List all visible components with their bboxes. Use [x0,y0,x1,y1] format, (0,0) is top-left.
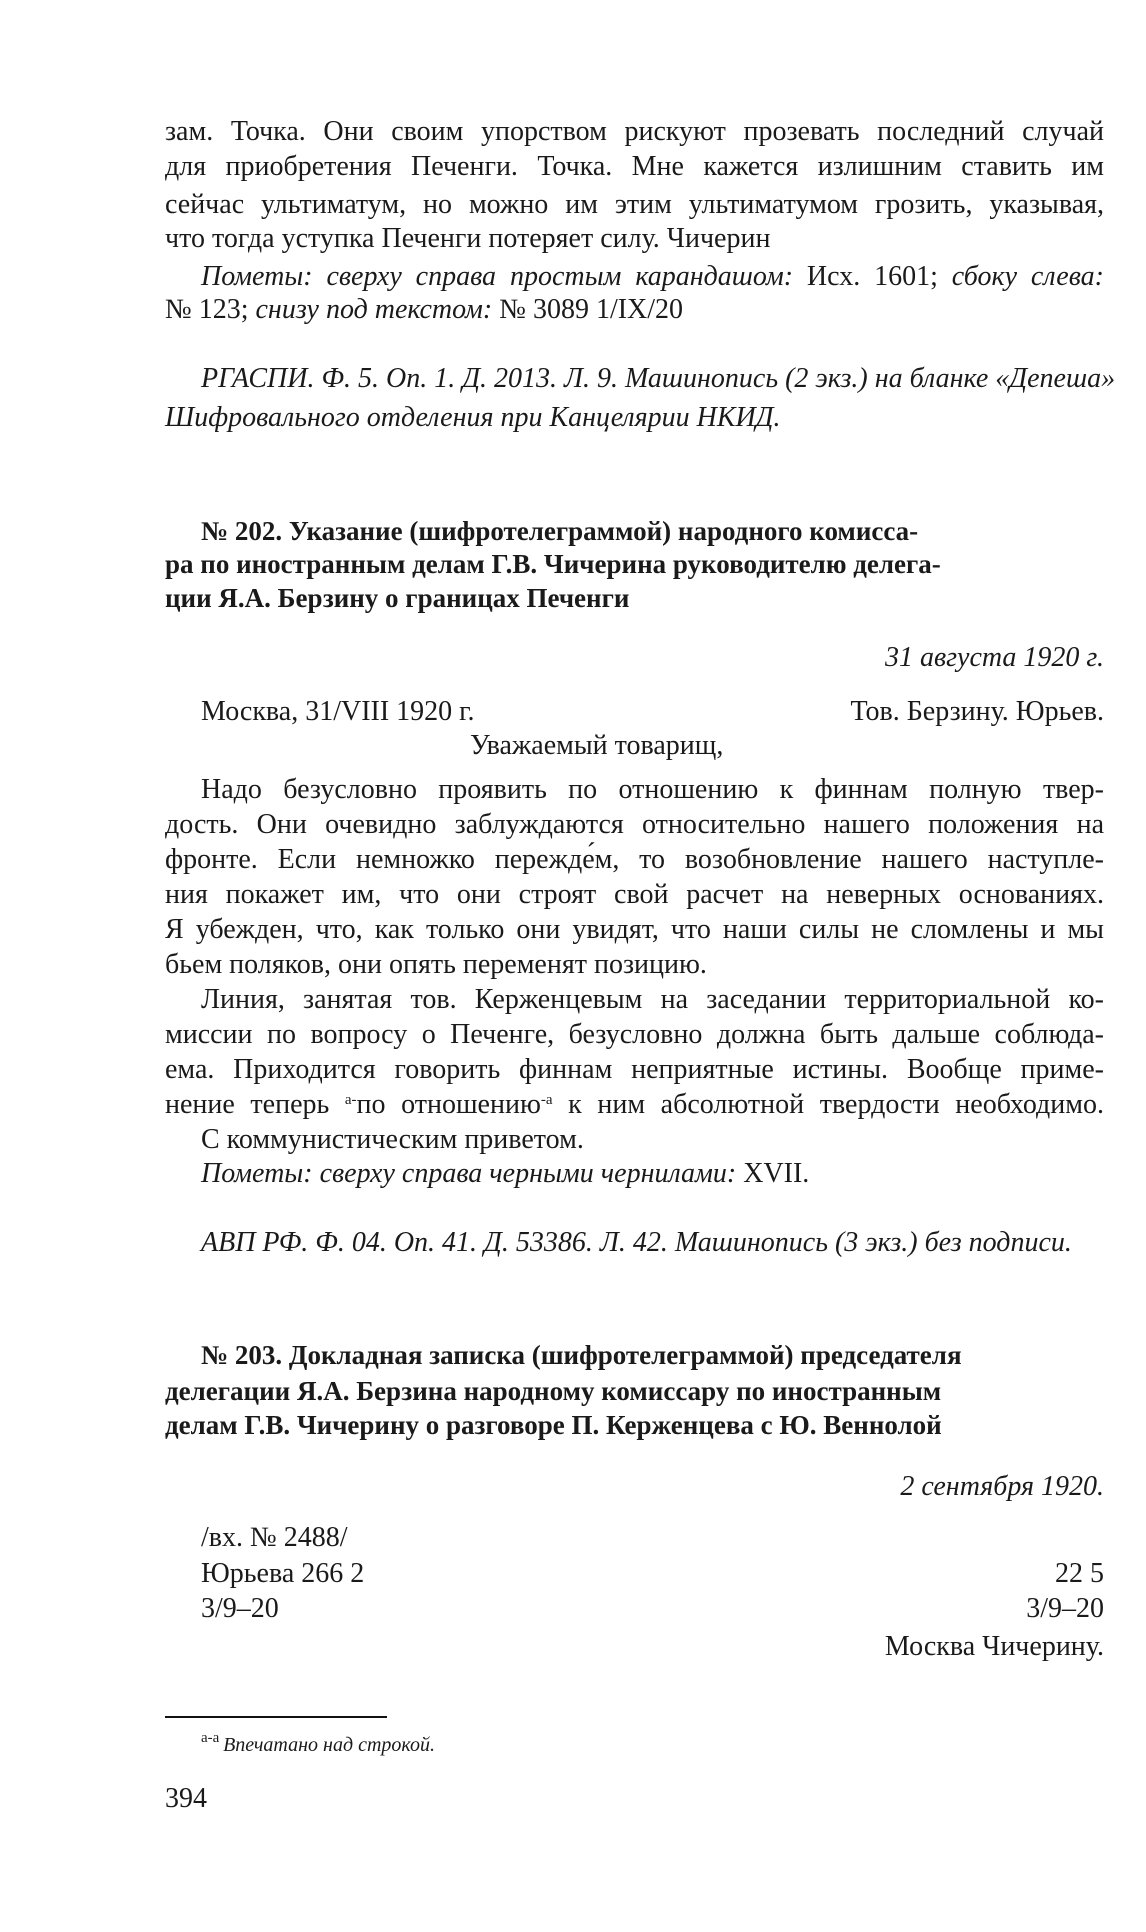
text: 394 [165,1783,207,1814]
footnote-marker: а- [344,1092,357,1108]
doc203-incoming [201,1521,1104,1555]
italic-text: АВП РФ. Ф. 04. Оп. 41. Д. 53386. Л. 42. Машинопись (3 экз.) без подписи. [201,1227,1072,1258]
text: № 123; [165,294,256,325]
text: фронте. Если немножко пережде́м, то возобновление нашего наступле- [165,844,1104,875]
italic-text: Впечатано над строкой. [223,1734,435,1756]
doc203-title-3 [165,1408,1104,1442]
text: 22 5 [1055,1558,1104,1589]
text: бьем поляков, они опять переменят позицию. [165,949,707,980]
text: дость. Они очевидно заблуждаются относительно нашего положения на [165,809,1104,840]
text: ния покажет им, что они строят свой расчет на неверных основаниях. [165,879,1104,910]
doc203-recipient [165,1630,1104,1664]
italic-text: снизу под текстом: [255,294,493,325]
text: № 202. Указание (шифротелеграммой) народного комисса- [201,516,919,546]
doc201-body-1 [165,115,1104,149]
page-number [165,1782,1104,1816]
doc202-title-3 [165,581,1104,615]
text: нение теперь [165,1089,345,1120]
footnote-rule [165,1716,387,1718]
text: Я убежден, что, как только они увидят, что наши силы не сломлены и мы [165,914,1104,945]
italic-text: Пометы: сверху справа простым карандашом: [201,261,794,292]
text: Исх. 1601; [793,261,952,292]
doc202-body-6 [165,948,1104,982]
doc202-body-8 [165,1018,1104,1052]
doc202-body-9 [165,1053,1104,1087]
text: для приобретения Печенги. Точка. Мне кажется излишним ставить им [165,151,1104,182]
doc203-title-1 [201,1338,1104,1372]
text: Тов. Берзину. Юрьев. [850,696,1104,727]
text: ции Я.А. Берзину о границах Печенги [165,583,630,613]
text: ра по иностранным делам Г.В. Чичерина руководителю делега- [165,549,941,579]
doc202-addressee [165,695,1104,729]
doc202-closing [201,1123,1104,1157]
doc202-notes [201,1157,1104,1191]
text: 3/9–20 [1026,1593,1104,1624]
footnote [201,1728,1104,1762]
italic-text: Пометы: сверху справа черными чернилами: [201,1158,737,1189]
text: сейчас ультиматум, но можно им этим ультиматумом грозить, указывая, [165,189,1104,220]
text: XVII. [736,1158,810,1189]
doc202-body-10 [165,1088,1104,1122]
doc202-body-3 [165,843,1104,877]
doc202-body-7 [201,983,1104,1017]
doc201-body-3 [165,188,1104,222]
doc201-notes-2 [165,293,1104,327]
text: зам. Точка. Они своим упорством рискуют прозевать последний случай [165,116,1104,147]
text: С коммунистическим приветом. [201,1124,584,1155]
doc201-archive-2 [165,401,1104,435]
doc202-archive [201,1226,1104,1260]
text: Линия, занятая тов. Керженцевым на заседании территориальной ко- [201,984,1104,1015]
text: миссии по вопросу о Печенге, безусловно должна быть дальше соблюда- [165,1019,1104,1050]
text: Надо безусловно проявить по отношению к финнам полную твер- [201,774,1104,805]
text: № 3089 1/IX/20 [492,294,684,325]
text: Москва, 31/VIII 1920 г. [201,696,475,727]
text: № 203. Докладная записка (шифротелеграммой) председателя [201,1340,962,1370]
doc203-title-2 [165,1374,1104,1408]
text: делегации Я.А. Берзина народному комиссару по иностранным [165,1376,942,1406]
text: Москва Чичерину. [884,1631,1104,1662]
italic-text: Шифровального отделения при Канцелярии НКИД. [165,402,781,433]
doc202-salutation [470,729,723,763]
doc203-date [165,1470,1104,1504]
doc202-body-4 [165,878,1104,912]
doc201-archive-1 [201,362,1116,396]
doc203-code [165,1557,1104,1591]
text: /вх. № 2488/ [201,1522,348,1553]
doc202-body-1 [201,773,1104,807]
italic-text: РГАСПИ. Ф. 5. Оп. 1. Д. 2013. Л. 9. Машинопись (2 экз.) на бланке «Депеша» [201,363,1116,394]
text: что тогда уступка Печенги потеряет силу. Чичерин [165,223,771,254]
doc202-body-5 [165,913,1104,947]
doc203-recv-date [165,1592,1104,1626]
doc201-body-4 [165,222,1104,256]
italic-text: сбоку слева: [951,261,1104,292]
text: 3/9–20 [201,1593,279,1624]
doc202-title-2 [165,547,1104,581]
text: Юрьева 266 2 [201,1558,365,1589]
text: Уважаемый товарищ, [470,730,724,761]
doc202-body-2 [165,808,1104,842]
doc201-body-2 [165,150,1104,184]
text: к ним абсолютной твердости необходимо. [552,1089,1104,1120]
italic-text: 31 августа 1920 г. [884,642,1104,673]
doc202-date [165,641,1104,675]
text: по отношению [356,1089,541,1120]
footnote-marker: -а [540,1092,553,1108]
text: ема. Приходится говорить финнам неприятные истины. Вообще приме- [165,1054,1104,1085]
doc202-title-1 [201,514,1104,548]
italic-text: 2 сентября 1920. [900,1471,1104,1502]
text: делам Г.В. Чичерину о разговоре П. Керженцева с Ю. Веннолой [165,1410,942,1440]
footnote-marker: а-а [201,1730,224,1746]
doc201-notes-1 [201,260,1104,294]
